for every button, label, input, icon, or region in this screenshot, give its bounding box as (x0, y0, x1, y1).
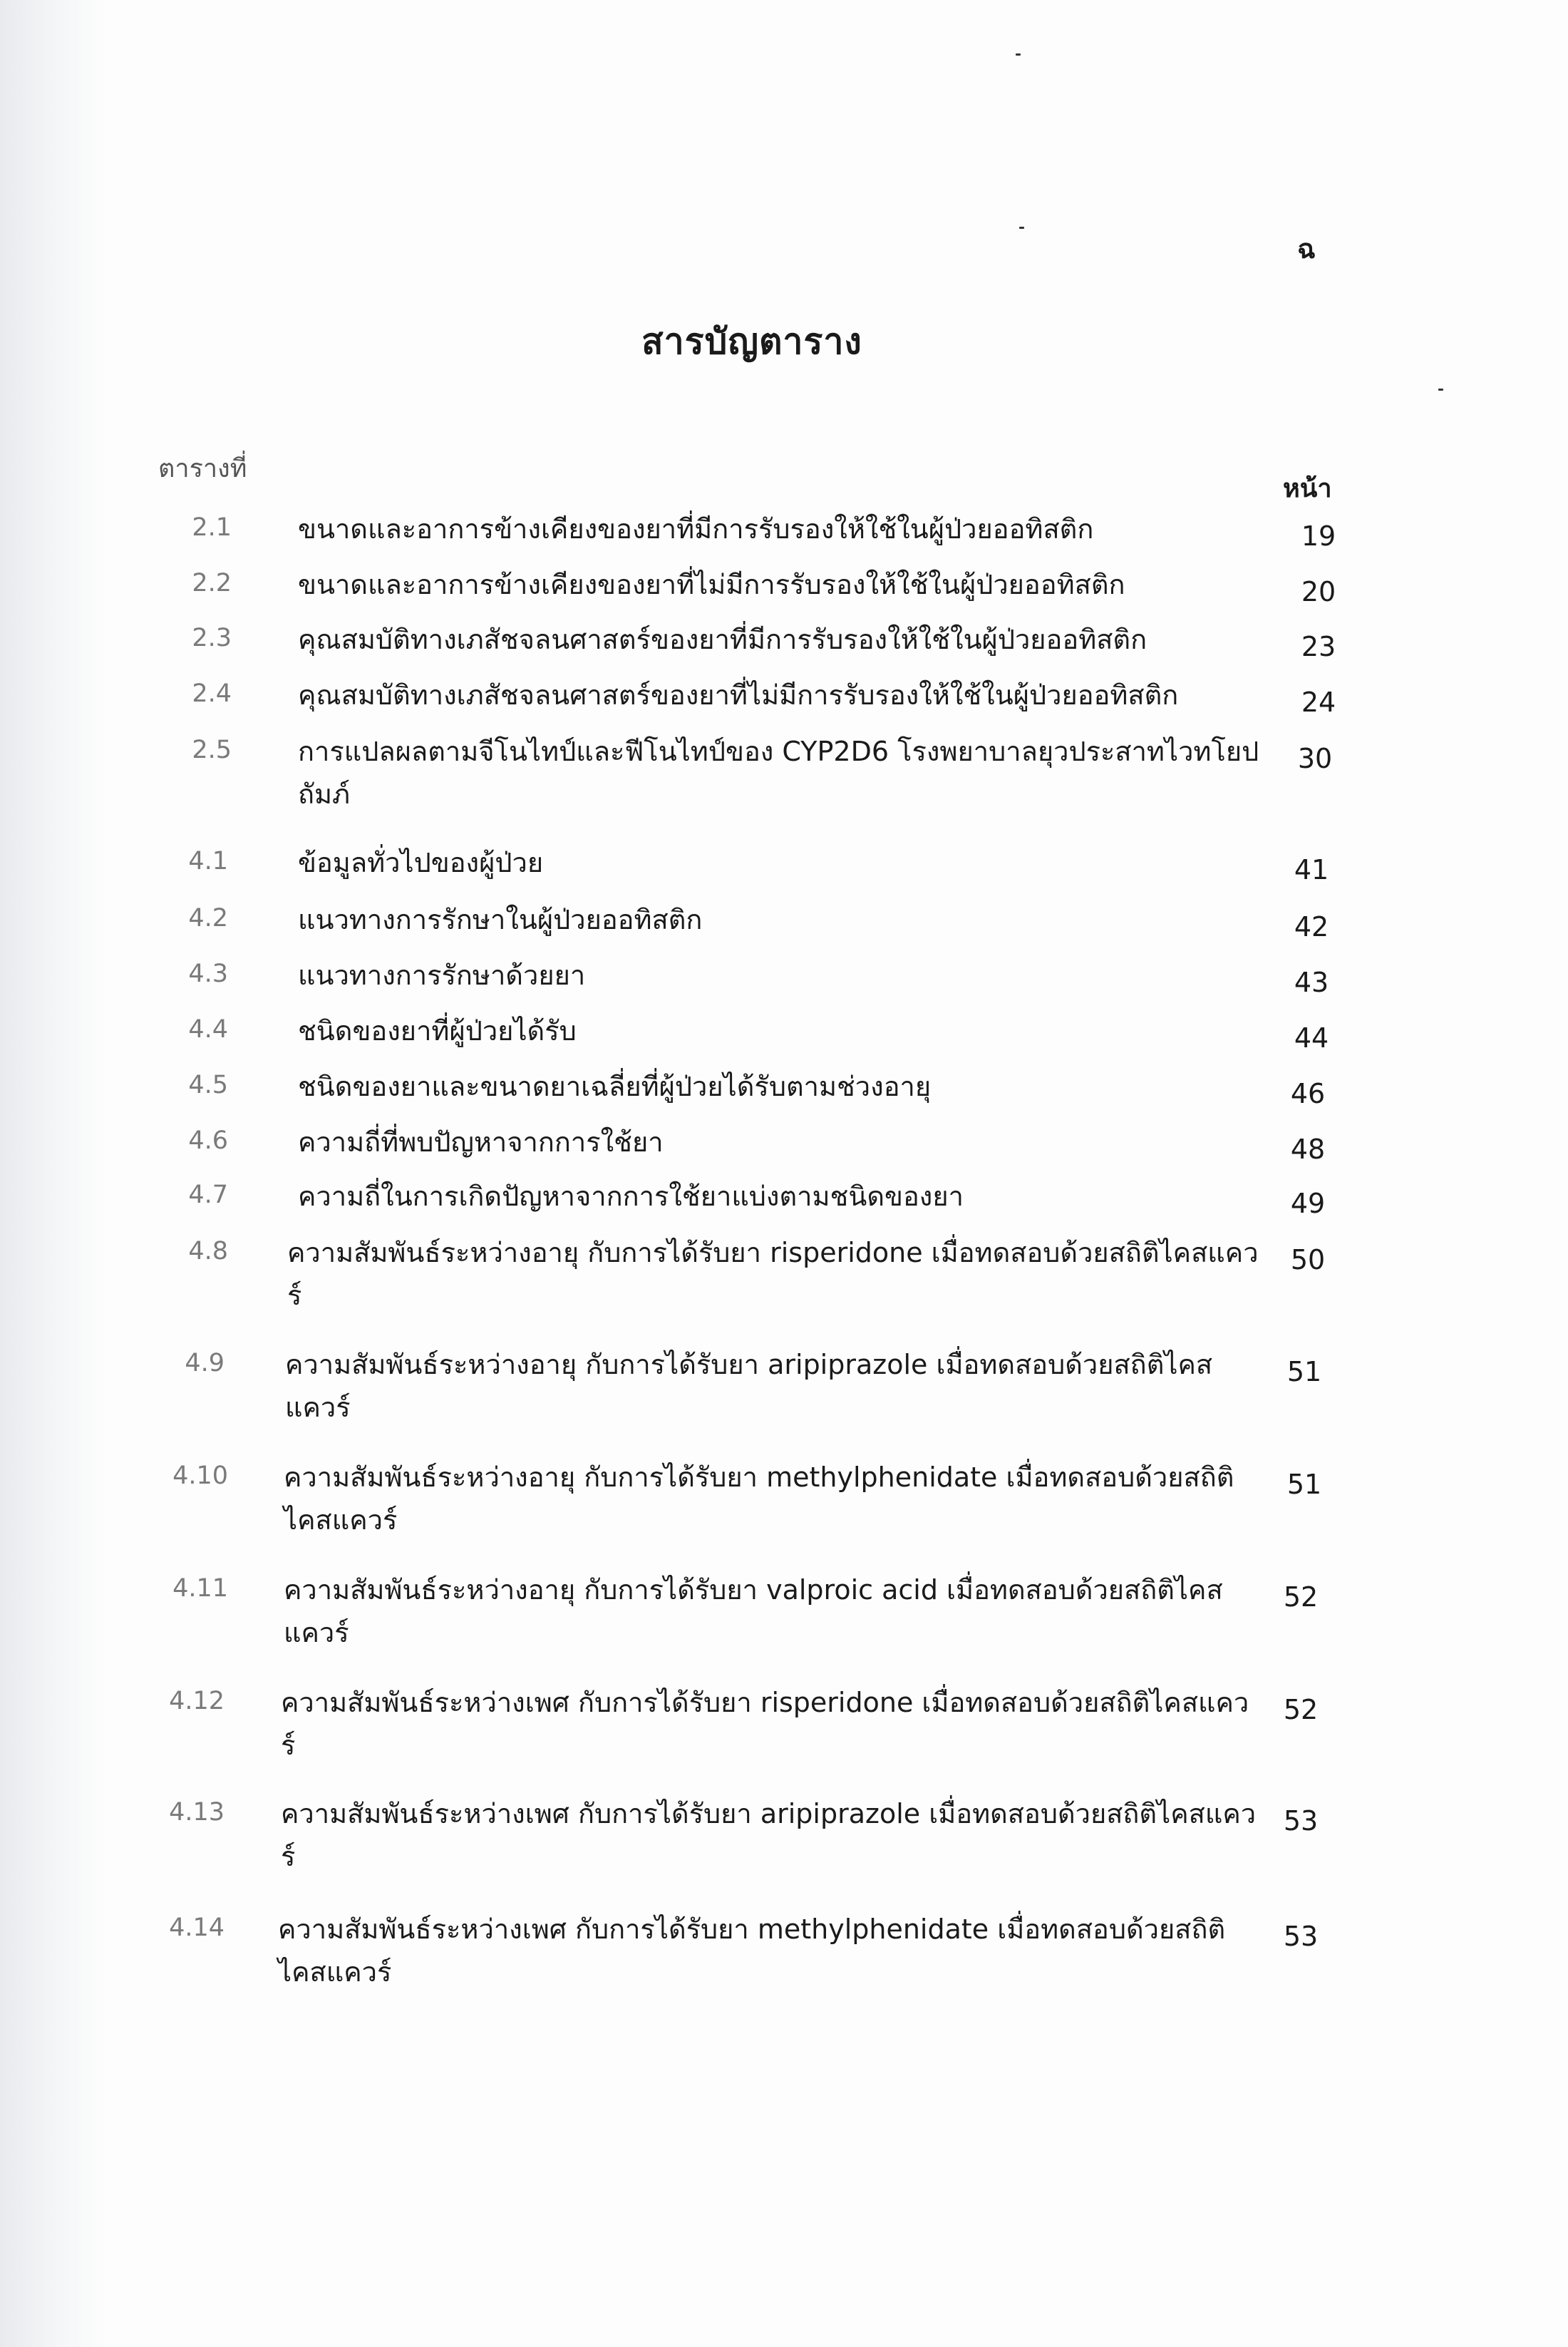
entry-number: 4.9 (185, 1349, 225, 1377)
entry-title: ความสัมพันธ์ระหว่างอายุ กับการได้รับยา methylphenidate เมื่อทดสอบด้วยสถิติไคสแควร์ (284, 1462, 1234, 1536)
entry-page-number: 50 (1290, 1244, 1326, 1275)
entry-number: 4.14 (169, 1914, 225, 1942)
entry-page-number: 44 (1294, 1022, 1329, 1054)
page-title: สารบัญตาราง (641, 321, 862, 362)
entry-title: ความสัมพันธ์ระหว่างเพศ กับการได้รับยา aripiprazole เมื่อทดสอบด้วยสถิติไคสแควร์ (281, 1798, 1257, 1872)
entry-title: ความสัมพันธ์ระหว่างเพศ กับการได้รับยา methylphenidate เมื่อทดสอบด้วยสถิติไคสแควร์ (278, 1914, 1226, 1988)
entry-page-number: 52 (1283, 1581, 1319, 1613)
entry-number: 4.8 (188, 1237, 228, 1265)
entry-title: ข้อมูลทั่วไปของผู้ป่วย (298, 847, 544, 878)
entry-number: 2.3 (192, 624, 232, 652)
page-column-header: หน้า (1283, 474, 1332, 503)
entry-number: 4.11 (172, 1574, 228, 1603)
entry-title: ความสัมพันธ์ระหว่างอายุ กับการได้รับยา risperidone เมื่อทดสอบด้วยสถิติไคสแควร์ (287, 1237, 1259, 1311)
entry-number: 4.5 (188, 1071, 228, 1099)
entry-page-number: 53 (1283, 1805, 1319, 1837)
entry-number: 4.12 (169, 1687, 225, 1715)
entry-title: แนวทางการรักษาในผู้ป่วยออทิสติก (298, 904, 703, 935)
entry-page-number: 41 (1294, 854, 1329, 885)
entry-title: คุณสมบัติทางเภสัชจลนศาสตร์ของยาที่มีการรับรองให้ใช้ในผู้ป่วยออทิสติก (298, 624, 1147, 655)
entry-page-number: 49 (1290, 1188, 1326, 1219)
entry-title: คุณสมบัติทางเภสัชจลนศาสตร์ของยาที่ไม่มีการรับรองให้ใช้ในผู้ป่วยออทิสติก (298, 679, 1179, 711)
entry-title: การแปลผลตามจีโนไทป์และฟีโนไทป์ของ CYP2D6 โรงพยาบาลยุวประสาทไวทโยปถัมภ์ (298, 736, 1259, 810)
entry-number: 4.1 (188, 847, 228, 875)
entry-page-number: 20 (1301, 576, 1336, 607)
entry-title: แนวทางการรักษาด้วยยา (298, 960, 586, 991)
entry-number: 4.4 (188, 1015, 228, 1044)
entry-page-number: 43 (1294, 967, 1329, 998)
entry-number: 4.7 (188, 1181, 228, 1209)
entry-page-number: 23 (1301, 631, 1336, 662)
scan-speck (1019, 227, 1024, 229)
entry-page-number: 51 (1286, 1469, 1322, 1500)
entry-number: 2.4 (192, 679, 232, 708)
entry-number: 2.2 (192, 569, 232, 597)
entry-title: ความสัมพันธ์ระหว่างเพศ กับการได้รับยา risperidone เมื่อทดสอบด้วยสถิติไคสแควร์ (281, 1687, 1249, 1761)
entry-title: ความถี่ที่พบปัญหาจากการใช้ยา (298, 1126, 664, 1158)
entry-number: 4.10 (172, 1462, 228, 1490)
entry-page-number: 48 (1290, 1134, 1326, 1165)
entry-title: ชนิดของยาและขนาดยาเฉลี่ยที่ผู้ป่วยได้รับตามช่วงอายุ (298, 1071, 932, 1102)
entry-page-number: 53 (1283, 1921, 1319, 1952)
entry-title: ขนาดและอาการข้างเคียงของยาที่มีการรับรองให้ใช้ในผู้ป่วยออทิสติก (298, 513, 1094, 545)
entry-title: ความสัมพันธ์ระหว่างอายุ กับการได้รับยา aripiprazole เมื่อทดสอบด้วยสถิติไคสแควร์ (285, 1349, 1213, 1423)
entry-page-number: 24 (1301, 687, 1336, 718)
entry-title: ชนิดของยาที่ผู้ป่วยได้รับ (298, 1015, 577, 1047)
scan-speck (1016, 53, 1021, 56)
entry-page-number: 42 (1294, 911, 1329, 943)
entry-number: 2.1 (192, 513, 232, 542)
entry-title: ความสัมพันธ์ระหว่างอายุ กับการได้รับยา valproic acid เมื่อทดสอบด้วยสถิติไคสแควร์ (284, 1574, 1223, 1648)
scan-speck (1438, 389, 1443, 391)
entry-page-number: 51 (1286, 1356, 1322, 1387)
entry-title: ขนาดและอาการข้างเคียงของยาที่ไม่มีการรับรองให้ใช้ในผู้ป่วยออทิสติก (298, 569, 1125, 600)
table-column-header: ตารางที่ (158, 454, 247, 483)
entry-title: ความถี่ในการเกิดปัญหาจากการใช้ยาแบ่งตามชนิดของยา (298, 1181, 964, 1212)
entry-number: 4.13 (169, 1798, 225, 1827)
entry-page-number: 30 (1297, 743, 1333, 774)
entry-number: 2.5 (192, 736, 232, 764)
entry-page-number: 46 (1290, 1078, 1326, 1109)
entry-page-number: 52 (1283, 1694, 1319, 1725)
entry-page-number: 19 (1301, 520, 1336, 552)
page-number-letter: ฉ (1297, 233, 1316, 265)
entry-number: 4.2 (188, 904, 228, 933)
entry-number: 4.3 (188, 960, 228, 988)
entry-number: 4.6 (188, 1126, 228, 1155)
